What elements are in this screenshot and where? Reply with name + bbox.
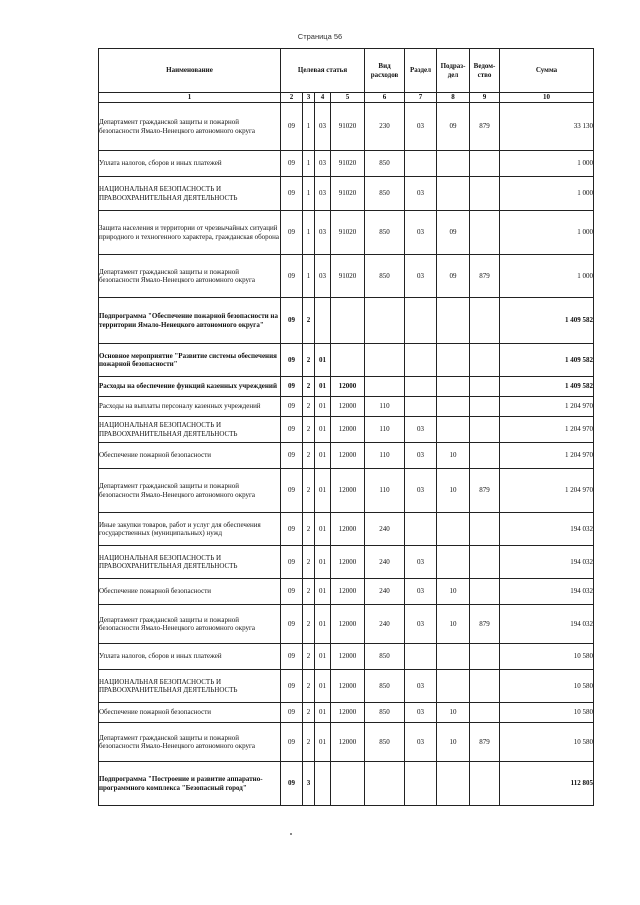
row-code-cell: 01 (315, 377, 331, 397)
row-name-cell: НАЦИОНАЛЬНАЯ БЕЗОПАСНОСТЬ И ПРАВООХРАНИТЕЛЬНАЯ ДЕЯТЕЛЬНОСТЬ (99, 417, 281, 443)
row-code-cell: 03 (405, 579, 437, 605)
row-sum-cell: 1 409 582 (500, 344, 594, 377)
col-number: 6 (365, 93, 405, 103)
row-name-cell: Обеспечение пожарной безопасности (99, 443, 281, 469)
row-code-cell: 10 (437, 723, 470, 762)
row-code-cell (315, 298, 331, 344)
row-code-cell (437, 298, 470, 344)
row-name-cell: Департамент гражданской защиты и пожарной безопасности Ямало-Ненецкого автономного округа (99, 723, 281, 762)
row-sum-cell: 10 580 (500, 703, 594, 723)
row-name-cell: Расходы на обеспечение функций казенных учреждений (99, 377, 281, 397)
row-code-cell (470, 546, 500, 579)
row-code-cell: 09 (281, 469, 303, 513)
row-code-cell: 01 (315, 579, 331, 605)
row-code-cell: 3 (303, 762, 315, 806)
header-podrazdel: Подраз-дел (437, 49, 470, 93)
row-code-cell: 03 (315, 103, 331, 151)
table-row (99, 397, 594, 417)
row-code-cell: 850 (365, 670, 405, 703)
row-code-cell: 2 (303, 644, 315, 670)
row-code-cell: 850 (365, 255, 405, 298)
row-code-cell: 03 (315, 255, 331, 298)
row-code-cell: 850 (365, 703, 405, 723)
row-code-cell (437, 513, 470, 546)
row-name-cell: НАЦИОНАЛЬНАЯ БЕЗОПАСНОСТЬ И ПРАВООХРАНИТЕЛЬНАЯ ДЕЯТЕЛЬНОСТЬ (99, 670, 281, 703)
row-code-cell: 01 (315, 703, 331, 723)
row-code-cell: 09 (281, 151, 303, 177)
row-code-cell: 110 (365, 417, 405, 443)
row-sum-cell: 1 204 970 (500, 397, 594, 417)
table-row (99, 344, 594, 377)
row-code-cell: 12000 (331, 513, 365, 546)
table-row (99, 703, 594, 723)
row-code-cell (470, 211, 500, 255)
row-sum-cell: 1 000 (500, 211, 594, 255)
row-code-cell: 110 (365, 469, 405, 513)
row-code-cell: 850 (365, 644, 405, 670)
row-code-cell (437, 344, 470, 377)
row-sum-cell: 33 130 (500, 103, 594, 151)
row-code-cell: 850 (365, 151, 405, 177)
row-code-cell: 2 (303, 443, 315, 469)
row-code-cell: 2 (303, 723, 315, 762)
row-sum-cell: 10 580 (500, 644, 594, 670)
table-row (99, 670, 594, 703)
row-code-cell: 10 (437, 469, 470, 513)
row-code-cell (331, 762, 365, 806)
col-number: 10 (500, 93, 594, 103)
row-code-cell: 01 (315, 605, 331, 644)
stray-mark (290, 833, 292, 835)
row-code-cell (470, 177, 500, 211)
row-code-cell: 03 (405, 177, 437, 211)
row-code-cell: 09 (281, 177, 303, 211)
row-sum-cell: 194 032 (500, 513, 594, 546)
row-code-cell: 110 (365, 397, 405, 417)
row-code-cell (405, 151, 437, 177)
row-code-cell (470, 644, 500, 670)
row-sum-cell: 1 000 (500, 177, 594, 211)
row-code-cell: 10 (437, 579, 470, 605)
table-row (99, 469, 594, 513)
row-code-cell: 09 (281, 211, 303, 255)
row-sum-cell: 1 409 582 (500, 377, 594, 397)
row-code-cell: 03 (405, 546, 437, 579)
row-code-cell: 91020 (331, 211, 365, 255)
row-code-cell: 09 (281, 344, 303, 377)
row-code-cell: 09 (281, 377, 303, 397)
row-sum-cell: 1 000 (500, 255, 594, 298)
row-code-cell: 230 (365, 103, 405, 151)
row-code-cell: 01 (315, 443, 331, 469)
row-sum-cell: 1 204 970 (500, 417, 594, 443)
row-code-cell: 12000 (331, 579, 365, 605)
row-code-cell: 03 (405, 417, 437, 443)
row-code-cell: 12000 (331, 417, 365, 443)
row-code-cell: 2 (303, 513, 315, 546)
row-code-cell: 03 (315, 211, 331, 255)
row-code-cell: 01 (315, 417, 331, 443)
row-code-cell: 09 (281, 723, 303, 762)
row-code-cell: 850 (365, 177, 405, 211)
row-code-cell: 12000 (331, 377, 365, 397)
row-code-cell: 09 (281, 443, 303, 469)
row-code-cell: 879 (470, 255, 500, 298)
row-code-cell (437, 417, 470, 443)
row-code-cell: 10 (437, 605, 470, 644)
row-code-cell (405, 397, 437, 417)
row-code-cell (405, 377, 437, 397)
row-code-cell: 12000 (331, 397, 365, 417)
row-name-cell: НАЦИОНАЛЬНАЯ БЕЗОПАСНОСТЬ И ПРАВООХРАНИТЕЛЬНАЯ ДЕЯТЕЛЬНОСТЬ (99, 546, 281, 579)
header-summa: Сумма (500, 49, 594, 93)
table-row (99, 579, 594, 605)
row-code-cell: 240 (365, 546, 405, 579)
row-code-cell: 110 (365, 443, 405, 469)
table-row (99, 546, 594, 579)
row-code-cell: 2 (303, 670, 315, 703)
row-code-cell: 09 (281, 546, 303, 579)
row-sum-cell: 194 032 (500, 546, 594, 579)
row-code-cell (470, 443, 500, 469)
row-code-cell: 01 (315, 670, 331, 703)
row-code-cell: 12000 (331, 703, 365, 723)
table-row (99, 443, 594, 469)
budget-table (98, 48, 594, 806)
row-name-cell: НАЦИОНАЛЬНАЯ БЕЗОПАСНОСТЬ И ПРАВООХРАНИТЕЛЬНАЯ ДЕЯТЕЛЬНОСТЬ (99, 177, 281, 211)
row-code-cell: 03 (315, 151, 331, 177)
row-code-cell: 01 (315, 513, 331, 546)
row-code-cell: 09 (281, 103, 303, 151)
table-row (99, 644, 594, 670)
col-number: 9 (470, 93, 500, 103)
row-code-cell: 879 (470, 605, 500, 644)
row-name-cell: Департамент гражданской защиты и пожарной безопасности Ямало-Ненецкого автономного округа (99, 469, 281, 513)
row-code-cell: 09 (281, 644, 303, 670)
row-code-cell (470, 703, 500, 723)
table-row (99, 513, 594, 546)
row-name-cell: Департамент гражданской защиты и пожарной безопасности Ямало-Ненецкого автономного округа (99, 255, 281, 298)
table-row (99, 151, 594, 177)
row-name-cell: Департамент гражданской защиты и пожарной безопасности Ямало-Ненецкого автономного округа (99, 605, 281, 644)
table-row (99, 377, 594, 397)
col-number: 4 (315, 93, 331, 103)
row-code-cell (437, 177, 470, 211)
row-code-cell (405, 298, 437, 344)
row-name-cell: Защита населения и территории от чрезвычайных ситуаций природного и техногенного характера, гражданская оборона (99, 211, 281, 255)
header-vid: Вид расходов (365, 49, 405, 93)
row-code-cell (470, 397, 500, 417)
row-code-cell (437, 546, 470, 579)
row-code-cell: 03 (405, 469, 437, 513)
header-target: Целевая статья (281, 49, 365, 93)
row-code-cell: 09 (437, 211, 470, 255)
row-code-cell: 2 (303, 377, 315, 397)
column-number-row (99, 93, 594, 103)
col-number: 5 (331, 93, 365, 103)
row-code-cell: 240 (365, 579, 405, 605)
row-code-cell: 12000 (331, 723, 365, 762)
page-label: Страница 56 (297, 32, 343, 41)
row-code-cell (331, 298, 365, 344)
row-code-cell (405, 513, 437, 546)
row-code-cell: 09 (281, 513, 303, 546)
row-code-cell: 240 (365, 513, 405, 546)
row-code-cell: 2 (303, 546, 315, 579)
row-code-cell: 91020 (331, 255, 365, 298)
row-code-cell: 879 (470, 469, 500, 513)
row-code-cell: 2 (303, 417, 315, 443)
col-number: 2 (281, 93, 303, 103)
row-code-cell (470, 298, 500, 344)
row-code-cell: 2 (303, 469, 315, 513)
row-code-cell (470, 417, 500, 443)
row-code-cell: 1 (303, 255, 315, 298)
row-code-cell (470, 513, 500, 546)
row-code-cell (437, 377, 470, 397)
row-name-cell: Обеспечение пожарной безопасности (99, 703, 281, 723)
row-code-cell: 09 (437, 103, 470, 151)
row-code-cell: 03 (405, 703, 437, 723)
row-code-cell: 12000 (331, 605, 365, 644)
row-code-cell: 879 (470, 103, 500, 151)
row-code-cell: 03 (405, 103, 437, 151)
row-code-cell: 10 (437, 703, 470, 723)
row-code-cell: 1 (303, 103, 315, 151)
row-code-cell (331, 344, 365, 377)
row-code-cell (470, 762, 500, 806)
row-sum-cell: 194 032 (500, 579, 594, 605)
row-code-cell: 09 (281, 417, 303, 443)
row-code-cell: 12000 (331, 670, 365, 703)
row-code-cell (365, 762, 405, 806)
row-sum-cell: 1 000 (500, 151, 594, 177)
row-name-cell: Расходы на выплаты персоналу казенных учреждений (99, 397, 281, 417)
row-code-cell: 09 (437, 255, 470, 298)
col-number: 8 (437, 93, 470, 103)
row-code-cell: 09 (281, 703, 303, 723)
row-code-cell: 01 (315, 344, 331, 377)
row-name-cell: Уплата налогов, сборов и иных платежей (99, 644, 281, 670)
row-code-cell: 2 (303, 579, 315, 605)
row-sum-cell: 10 580 (500, 723, 594, 762)
row-code-cell: 850 (365, 211, 405, 255)
col-number: 7 (405, 93, 437, 103)
row-code-cell: 2 (303, 703, 315, 723)
row-code-cell (437, 670, 470, 703)
row-code-cell (470, 151, 500, 177)
row-code-cell: 2 (303, 344, 315, 377)
row-code-cell: 03 (405, 443, 437, 469)
table-row (99, 417, 594, 443)
row-code-cell: 03 (405, 211, 437, 255)
row-code-cell (437, 644, 470, 670)
row-sum-cell: 1 204 970 (500, 469, 594, 513)
row-code-cell: 09 (281, 579, 303, 605)
row-code-cell: 240 (365, 605, 405, 644)
table-row (99, 298, 594, 344)
table-row (99, 723, 594, 762)
row-code-cell: 2 (303, 605, 315, 644)
row-code-cell (470, 670, 500, 703)
row-sum-cell: 10 580 (500, 670, 594, 703)
row-code-cell: 09 (281, 397, 303, 417)
row-code-cell: 03 (405, 255, 437, 298)
row-code-cell: 09 (281, 670, 303, 703)
row-code-cell (365, 344, 405, 377)
row-name-cell: Обеспечение пожарной безопасности (99, 579, 281, 605)
row-code-cell (470, 344, 500, 377)
table-row (99, 211, 594, 255)
row-code-cell (405, 344, 437, 377)
row-code-cell (315, 762, 331, 806)
row-code-cell: 09 (281, 762, 303, 806)
row-code-cell (365, 298, 405, 344)
row-code-cell: 1 (303, 151, 315, 177)
table-row (99, 255, 594, 298)
row-code-cell: 01 (315, 397, 331, 417)
row-name-cell: Департамент гражданской защиты и пожарной безопасности Ямало-Ненецкого автономного округа (99, 103, 281, 151)
row-code-cell: 850 (365, 723, 405, 762)
row-code-cell: 09 (281, 298, 303, 344)
row-code-cell: 91020 (331, 177, 365, 211)
table-row (99, 605, 594, 644)
row-code-cell: 91020 (331, 103, 365, 151)
table-row (99, 103, 594, 151)
row-sum-cell: 1 204 970 (500, 443, 594, 469)
row-code-cell: 09 (281, 605, 303, 644)
row-sum-cell: 1 409 582 (500, 298, 594, 344)
row-name-cell: Подпрограмма "Построение и развитие аппаратно-программного комплекса "Безопасный город" (99, 762, 281, 806)
row-code-cell (470, 377, 500, 397)
row-code-cell: 03 (405, 723, 437, 762)
col-number: 3 (303, 93, 315, 103)
row-code-cell (405, 644, 437, 670)
row-code-cell (405, 762, 437, 806)
row-code-cell: 91020 (331, 151, 365, 177)
row-code-cell: 879 (470, 723, 500, 762)
table-row (99, 762, 594, 806)
header-razdel: Раздел (405, 49, 437, 93)
header-name: Наименование (99, 49, 281, 93)
row-code-cell: 12000 (331, 644, 365, 670)
row-code-cell: 09 (281, 255, 303, 298)
table-row (99, 177, 594, 211)
row-code-cell: 01 (315, 546, 331, 579)
row-code-cell: 1 (303, 211, 315, 255)
row-code-cell: 03 (405, 670, 437, 703)
row-code-cell: 03 (405, 605, 437, 644)
row-code-cell: 03 (315, 177, 331, 211)
row-code-cell (365, 377, 405, 397)
row-code-cell: 01 (315, 644, 331, 670)
row-code-cell: 01 (315, 723, 331, 762)
row-name-cell: Иные закупки товаров, работ и услуг для обеспечения государственных (муниципальных) нужд (99, 513, 281, 546)
row-code-cell (437, 762, 470, 806)
header-vedomstvo: Ведом-ство (470, 49, 500, 93)
row-code-cell: 12000 (331, 443, 365, 469)
row-code-cell: 2 (303, 397, 315, 417)
row-name-cell: Подпрограмма "Обеспечение пожарной безопасности на территории Ямало-Ненецкого автономного округа" (99, 298, 281, 344)
row-code-cell: 1 (303, 177, 315, 211)
row-sum-cell: 194 032 (500, 605, 594, 644)
row-code-cell (470, 579, 500, 605)
row-code-cell: 12000 (331, 546, 365, 579)
row-code-cell: 2 (303, 298, 315, 344)
row-code-cell (437, 151, 470, 177)
row-name-cell: Уплата налогов, сборов и иных платежей (99, 151, 281, 177)
row-sum-cell: 112 805 (500, 762, 594, 806)
row-code-cell (437, 397, 470, 417)
row-code-cell: 12000 (331, 469, 365, 513)
row-code-cell: 01 (315, 469, 331, 513)
row-code-cell: 10 (437, 443, 470, 469)
row-name-cell: Основное мероприятие "Развитие системы обеспечения пожарной безопасности" (99, 344, 281, 377)
col-number: 1 (99, 93, 281, 103)
